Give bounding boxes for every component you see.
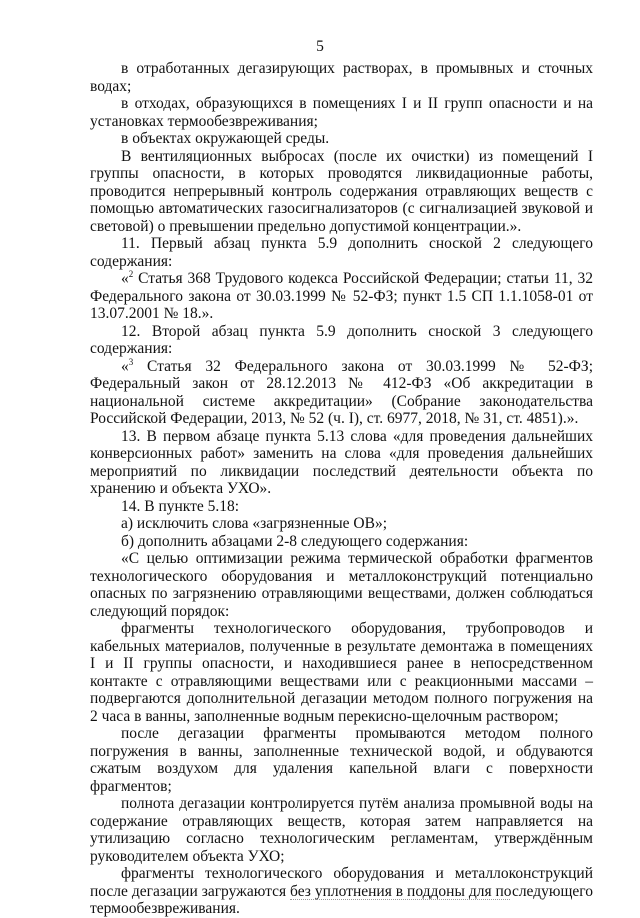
footnote-mark: 3 xyxy=(128,356,134,367)
paragraph: фрагменты технологического оборудования, трубопроводов и кабельных материалов, полученные в результате демонтажа в помещениях I и II группы опасности, и находившиеся ранее в непосредственном контакте с отравляющими веществами или с реакционными массами – подвергаются дополнительной дегазации методом полного погружения на 2 часа в ванны, заполненные водным перекисно-щелочным раствором; xyxy=(90,620,593,725)
paragraph: в объектах окружающей среды. xyxy=(121,130,330,147)
document-body xyxy=(90,60,593,918)
footnote-paragraph xyxy=(90,270,593,323)
footnote-paragraph xyxy=(90,358,593,428)
paragraph: «С целью оптимизации режима термической обработки фрагментов технологического оборудования и металлоконструкций потенциально опасных по загрязнению отравляющими веществами, должен соблюдаться следующий порядок: xyxy=(90,550,593,620)
paragraph: полнота дегазации контролируется путём анализа промывной воды на содержание отравляющих веществ, которая затем направляется на утилизацию согласно технологическим регламентам, утверждённым руководителем объекта УХО; xyxy=(90,795,593,865)
paragraph: 13. В первом абзаце пункта 5.13 слова «для проведения дальнейших конверсионных работ» заменить на слова «для проведения дальнейших мероприятий по ликвидации последствий деятельности объекта по хранению и объекта УХО». xyxy=(90,427,593,497)
paragraph: 11. Первый абзац пункта 5.9 дополнить сноской 2 следующего содержания: xyxy=(90,235,593,270)
paragraph: фрагменты технологического оборудования и металлоконструкций после дегазации загружаются без уплотнения в поддоны для последующего термообезвреживания. xyxy=(90,865,593,917)
footnote-text: Статья 32 Федерального закона от 30.03.1999 № 52-ФЗ; Федеральный закон от 28.12.2013 № 412-ФЗ «Об аккредитации в национальной системе аккредитации» (Собрание законодательства Российской Федерации, 2013, № 52 (ч. I), ст. 6977, 2018, № 31, ст. 4851).». xyxy=(90,357,593,427)
paragraph: в отработанных дегазирующих растворах, в промывных и сточных водах; xyxy=(90,60,593,95)
paragraph: после дегазации фрагменты промываются методом полного погружения в ванны, заполненные технической водой, и обдуваются сжатым воздухом для удаления капельной влаги с поверхности фрагментов; xyxy=(90,725,593,795)
paragraph: 14. В пункте 5.18: xyxy=(121,497,240,515)
page-number: 5 xyxy=(316,38,324,55)
paragraph: 12. Второй абзац пункта 5.9 дополнить сноской 3 следующего содержания: xyxy=(90,322,593,357)
quote-mark: « xyxy=(121,270,129,287)
paragraph: а) исключить слова «загрязненные ОВ»; xyxy=(121,515,388,532)
paragraph: в отходах, образующихся в помещениях I и II групп опасности и на установках термообезвреживания; xyxy=(90,95,593,130)
quote-mark: « xyxy=(121,357,129,375)
paragraph: б) дополнить абзацами 2-8 следующего содержания: xyxy=(121,532,469,550)
footnote-text: Статья 368 Трудового кодекса Российской Федерации; статьи 11, 32 Федерального закона от 30.03.1999 № 52-ФЗ; пункт 1.5 СП 1.1.1058-01 от 13.07.2001 № 18.». xyxy=(90,270,593,322)
paragraph: В вентиляционных выбросах (после их очистки) из помещений I группы опасности, в которых проводятся ликвидационные работы, проводится непрерывный контроль содержания отравляющих веществ с помощью автоматических газосигнализаторов (с сигнализацией звуковой и световой) о превышении предельно допустимой концентрации.». xyxy=(90,147,593,235)
footnote-mark: 2 xyxy=(128,269,134,279)
scan-edge-divider xyxy=(290,899,510,900)
